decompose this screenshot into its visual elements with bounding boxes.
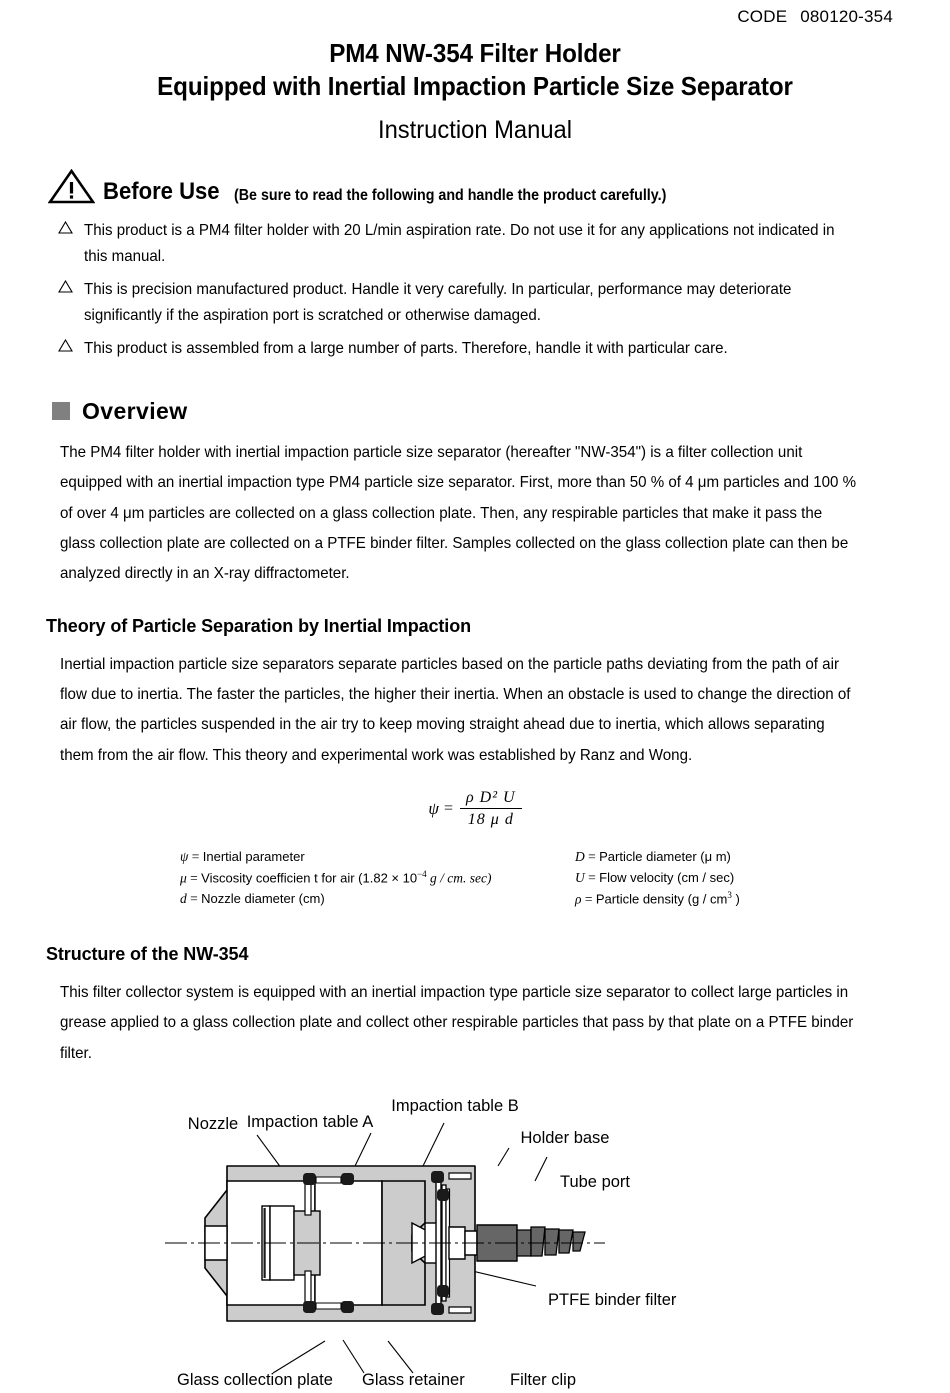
legend-text: Viscosity coefficien t for air (1.82 × 10: [201, 870, 418, 886]
legend-text: Inertial parameter: [202, 848, 305, 864]
triangle-bullet-icon: [58, 218, 84, 269]
triangle-bullet-icon: [58, 277, 84, 328]
legend-row: [575, 868, 740, 889]
legend-equals: =: [190, 870, 198, 886]
document-title: [33, 37, 917, 103]
formula-numerator: ρ D² U: [466, 788, 516, 806]
formula-lhs: ψ: [428, 798, 439, 818]
section-heading-overview: [52, 398, 950, 425]
title-block: [0, 37, 950, 145]
legend-text: Particle density (g / cm: [595, 891, 728, 907]
list-item-text: This product is a PM4 filter holder with 20 L/min aspiration rate. Do not use it for any applications not indicated in this manual.: [84, 222, 835, 265]
formula-denominator: 18 μ d: [460, 808, 522, 829]
legend-row: [575, 889, 740, 910]
legend-text: Particle diameter (μ m): [599, 848, 731, 864]
formula-legend-left-column: [180, 847, 575, 910]
legend-row: [180, 847, 575, 868]
formula-equals: =: [443, 799, 453, 817]
label-nozzle: Nozzle: [187, 1115, 239, 1134]
legend-equals: =: [584, 891, 593, 907]
theory-paragraph: Inertial impaction particle size separators separate particles based on the particle paths deviating from the path of air flow due to inertia. The faster the particles, the higher their inertia. When an obstacle is used to change the direction of air flow, the particles suspended in the air try to keep moving straight ahead due to inertia, which allows separating them from the air flow. This theory and experimental work was established by Ranz and Wong.: [60, 655, 851, 764]
legend-equals: =: [588, 848, 596, 864]
document-title-line1: PM4 NW-354 Filter Holder: [329, 38, 621, 68]
legend-text: Nozzle diameter (cm): [201, 891, 325, 907]
legend-text-2: ): [731, 891, 740, 907]
label-glass-retainer: Glass retainer: [362, 1371, 465, 1390]
document-title-line2: Equipped with Inertial Impaction Particle Size Separator: [157, 71, 793, 102]
legend-row: [180, 889, 575, 910]
structure-paragraph: This filter collector system is equipped with an inertial impaction type particle size separator to collect large particles in grease applied to a glass collection plate and collect other respirable particles that pass by that plate on a PTFE binder filter.: [60, 984, 854, 1062]
list-item: [58, 336, 893, 362]
code-label: CODE: [737, 7, 788, 26]
legend-symbol: ρ: [575, 891, 582, 907]
legend-text: Flow velocity (cm / sec): [599, 869, 735, 885]
label-ptfe-binder-filter: PTFE binder filter: [548, 1291, 677, 1310]
before-use-title: Before Use: [103, 178, 220, 206]
legend-equals: =: [191, 848, 200, 864]
list-item-text: This product is assembled from a large number of parts. Therefore, handle it with particular care.: [84, 340, 728, 358]
diagram-svg: [165, 1093, 785, 1393]
label-tube-port: Tube port: [559, 1173, 631, 1192]
label-glass-collection-plate: Glass collection plate: [177, 1371, 333, 1390]
legend-equals: =: [190, 891, 198, 907]
legend-row: [575, 847, 740, 868]
document-subtitle: Instruction Manual: [377, 116, 573, 145]
legend-symbol: D: [575, 848, 585, 864]
subsection-heading-theory: Theory of Particle Separation by Inertial Impaction: [46, 615, 472, 636]
triangle-bullet-icon: [58, 336, 84, 362]
legend-symbol: d: [180, 891, 187, 907]
before-use-note: (Be sure to read the following and handle the product carefully.): [233, 186, 667, 204]
legend-symbol: ψ: [180, 848, 189, 864]
label-filter-clip: Filter clip: [510, 1371, 577, 1390]
subsection-heading-structure: Structure of the NW-354: [46, 944, 249, 965]
label-impaction-table-a: Impaction table A: [246, 1113, 374, 1132]
formula-legend: [180, 847, 950, 910]
section-square-icon: [52, 402, 70, 420]
before-use-header: [48, 169, 950, 204]
before-use-list: [0, 218, 950, 362]
nw354-structure-diagram: [0, 1093, 950, 1393]
document-code-line: [0, 0, 950, 27]
list-item-text: This is precision manufactured product. Handle it very carefully. In particular, performance may deteriorate significantly if the aspiration port is scratched or otherwise damaged.: [84, 281, 792, 324]
overview-paragraph: The PM4 filter holder with inertial impaction particle size separator (hereafter "NW-354") is a filter collection unit equipped with an inertial impaction type PM4 particle size separator. First, more than 50 % of 4 μm particles and 100 % of over 4 μm particles are collected on a glass collection plate. Then, any respirable particles that make it pass the glass collection plate are collected on a PTFE binder filter. Samples collected on the glass collection plate can then be analyzed directly in an X-ray diffractometer.: [60, 443, 857, 583]
section-heading-text: Overview: [82, 397, 188, 424]
warning-triangle-icon: [48, 169, 95, 204]
formula-legend-right-column: [575, 847, 740, 910]
formula-fraction: [460, 789, 522, 829]
code-value: 080120-354: [800, 7, 893, 26]
list-item: [58, 277, 893, 328]
legend-symbol: μ: [180, 870, 187, 886]
legend-equals: =: [588, 869, 596, 885]
label-holder-base: Holder base: [520, 1129, 610, 1148]
label-impaction-table-b: Impaction table B: [391, 1097, 519, 1116]
inertial-parameter-formula: [0, 789, 950, 829]
legend-row: [180, 868, 575, 889]
legend-symbol: U: [575, 869, 585, 885]
legend-exponent: −4: [417, 868, 427, 879]
list-item: [58, 218, 893, 269]
legend-exponent: 3: [727, 889, 732, 900]
legend-text-2: g / cm. sec): [426, 870, 492, 886]
